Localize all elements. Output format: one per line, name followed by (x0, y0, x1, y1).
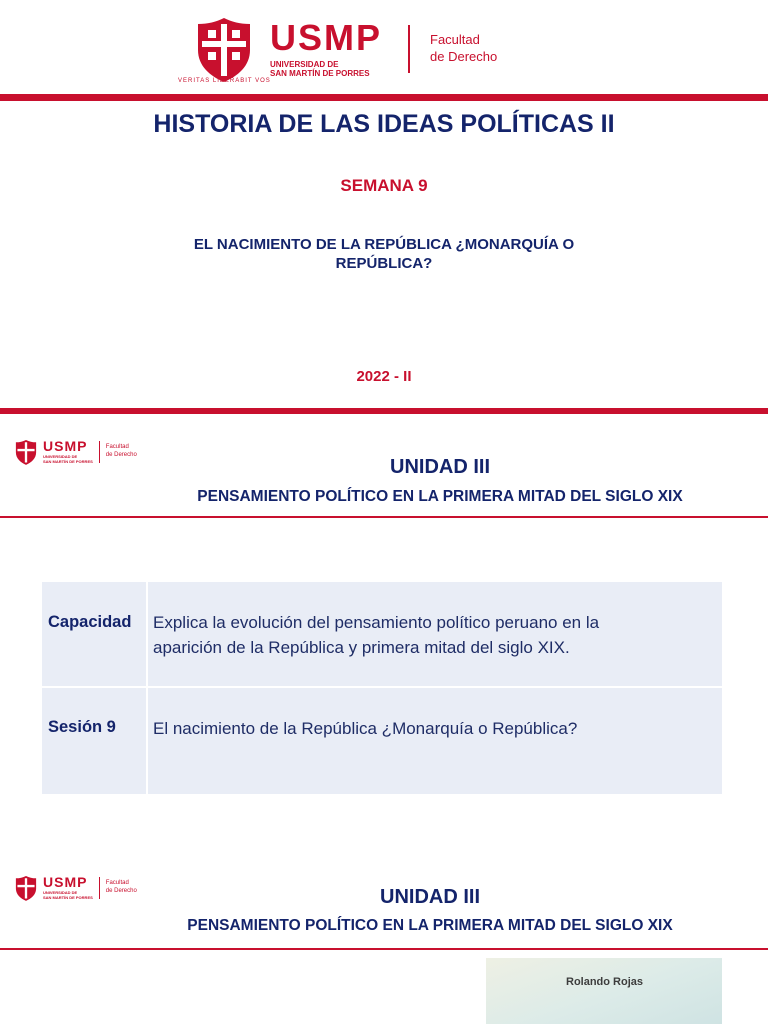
faculty-line2: de Derecho (105, 888, 137, 894)
header-rule (0, 94, 768, 101)
table-row-divider (42, 686, 722, 688)
unit-subtitle: PENSAMIENTO POLÍTICO EN LA PRIMERA MITAD DEL SIGLO XIX (187, 917, 673, 934)
logo-divider (99, 441, 100, 463)
capacity-table (42, 582, 722, 794)
logo-divider (99, 877, 100, 899)
unit-subtitle: PENSAMIENTO POLÍTICO EN LA PRIMERA MITAD DEL SIGLO XIX (197, 488, 683, 505)
author-photo (486, 958, 722, 1024)
faculty-line1: Facultad (105, 880, 129, 887)
faculty-line2: de Derecho (105, 452, 137, 458)
university-name-line2: SAN MARTÍN DE PORRES (43, 895, 93, 900)
table-row (42, 582, 722, 686)
row-label-sesion: Sesión 9 (48, 718, 116, 736)
university-name-line1: UNIVERSIDAD DE (43, 454, 78, 460)
unit-title: UNIDAD III (390, 456, 490, 478)
unit-title: UNIDAD III (380, 886, 480, 908)
logo-divider (408, 25, 410, 73)
brand-name: USMP (270, 16, 383, 58)
topic-line1: EL NACIMIENTO DE LA REPÚBLICA ¿MONARQUÍA O (193, 236, 575, 253)
table-column-divider (146, 582, 148, 794)
usmp-shield-icon (188, 14, 260, 84)
usmp-logo-small (12, 874, 137, 902)
logo-motto: VERITAS LIBERABIT VOS (178, 78, 271, 84)
university-name-line1: UNIVERSIDAD DE (270, 59, 339, 69)
usmp-logo (188, 14, 497, 84)
week-label: SEMANA 9 (340, 176, 428, 195)
row-label-capacidad: Capacidad (48, 613, 132, 631)
usmp-shield-icon (12, 438, 40, 466)
row-text-line2: aparición de la República y primera mitad del siglo XIX. (153, 638, 570, 657)
table-row (42, 688, 722, 794)
unit-rule (0, 948, 768, 950)
university-name-line1: UNIVERSIDAD DE (43, 890, 78, 896)
university-name-line2: SAN MARTÍN DE PORRES (43, 459, 93, 464)
brand-name: USMP (43, 438, 88, 455)
usmp-logo-small (12, 438, 137, 466)
photo-caption: Rolando Rojas (566, 976, 644, 988)
faculty-line1: Facultad (105, 444, 129, 451)
course-title: HISTORIA DE LAS IDEAS POLÍTICAS II (153, 110, 615, 138)
faculty-line2: de Derecho (430, 49, 498, 64)
row-text-line1: Explica la evolución del pensamiento político peruano en la (153, 613, 600, 632)
row-text-line1: El nacimiento de la República ¿Monarquía o República? (153, 719, 578, 738)
slide-cover (0, 0, 768, 408)
university-name-line2: SAN MARTÍN DE PORRES (270, 69, 370, 78)
unit-rule (0, 516, 768, 518)
usmp-shield-icon (12, 874, 40, 902)
faculty-line1: Facultad (430, 32, 480, 48)
topic-line2: REPÚBLICA? (335, 255, 433, 272)
term-label: 2022 - II (356, 368, 412, 385)
brand-name: USMP (43, 874, 88, 891)
